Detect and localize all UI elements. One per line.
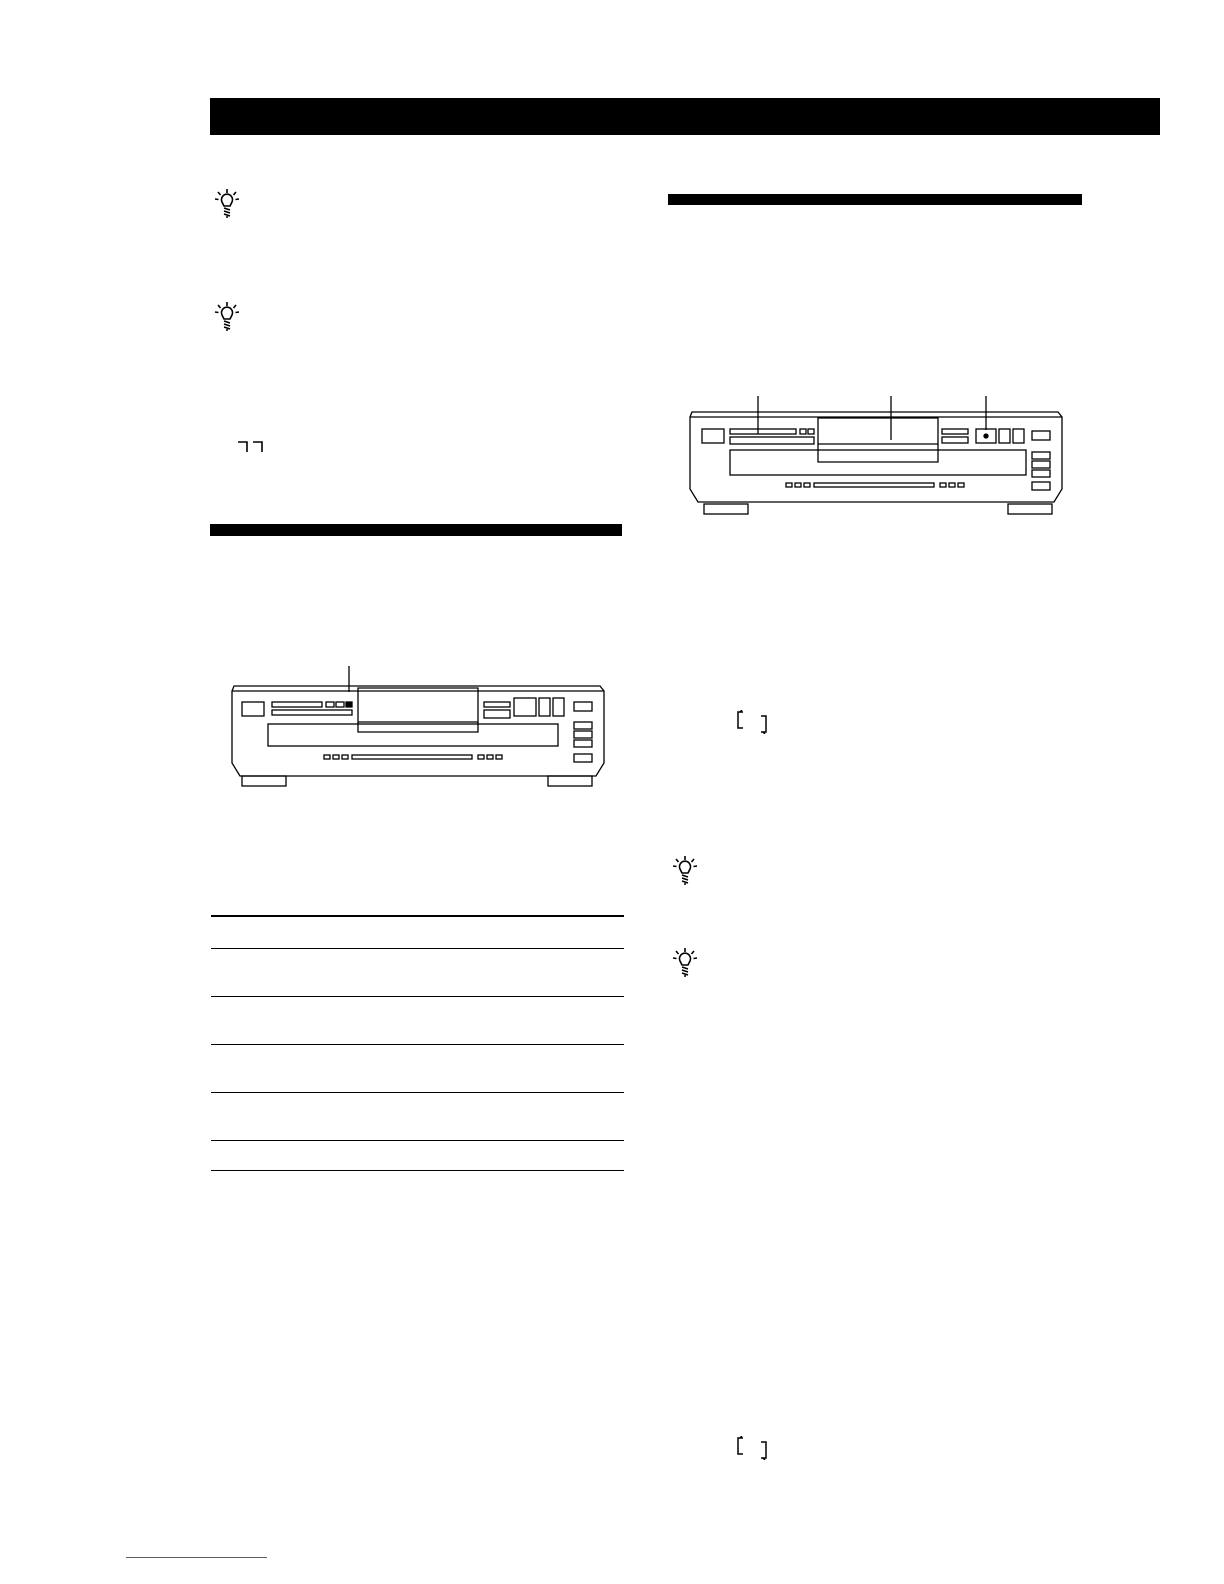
cd-player-front-panel-illustration bbox=[228, 664, 610, 794]
footer-link-underline[interactable] bbox=[126, 1557, 267, 1558]
section-heading-bar-left bbox=[210, 524, 622, 536]
display-segment-icon bbox=[236, 440, 266, 456]
display-segment-icon bbox=[735, 710, 769, 734]
table-bottom-rule bbox=[211, 1170, 624, 1171]
table-row-rule bbox=[211, 1092, 624, 1093]
lightbulb-tip-icon bbox=[672, 948, 698, 978]
lightbulb-tip-icon bbox=[672, 856, 698, 886]
display-segment-icon bbox=[735, 1436, 769, 1460]
cd-player-front-panel-illustration bbox=[686, 396, 1068, 520]
table-row-rule bbox=[211, 1044, 624, 1045]
table-row-rule bbox=[211, 996, 624, 997]
page-header-bar bbox=[210, 98, 1160, 135]
table-row-rule bbox=[211, 948, 624, 949]
lightbulb-tip-icon bbox=[214, 189, 240, 219]
section-heading-bar-right bbox=[668, 194, 1082, 205]
lightbulb-tip-icon bbox=[214, 302, 240, 332]
table-row-rule bbox=[211, 1140, 624, 1141]
table-top-rule bbox=[211, 915, 624, 917]
